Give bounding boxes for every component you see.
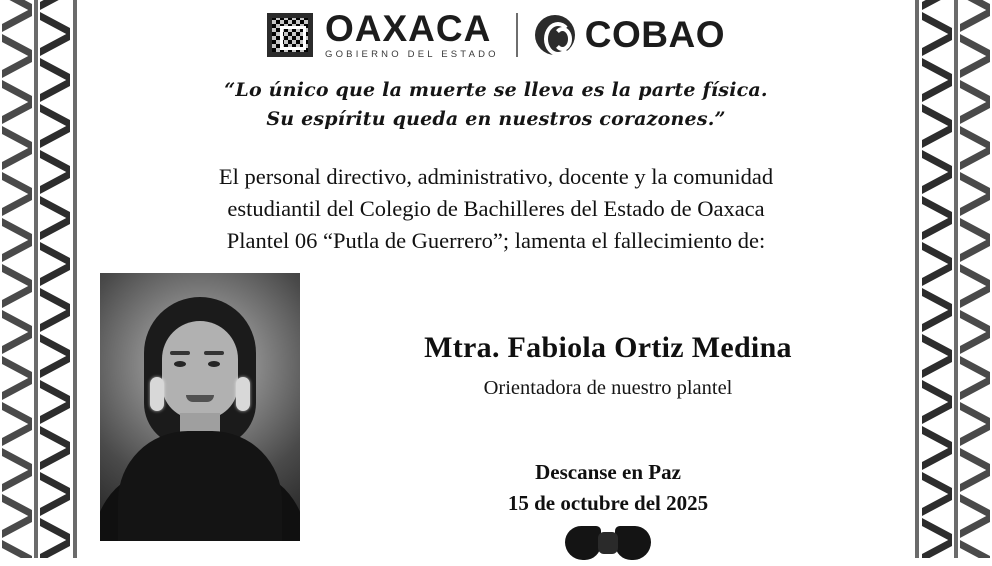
oaxaca-government-logo — [267, 10, 499, 60]
announcement-line-3: Plantel 06 “Putla de Guerrero”; lamenta el fallecimiento de: — [226, 227, 766, 253]
oaxaca-wordmark: OAXACA — [325, 8, 492, 50]
right-border-pattern — [914, 0, 992, 558]
greca-rule — [34, 0, 38, 558]
death-date: 15 de octubre del 2025 — [507, 490, 709, 515]
mourning-ribbon-icon — [565, 526, 651, 566]
greca-band-inner — [40, 0, 70, 558]
greca-band-inner — [922, 0, 952, 558]
oaxaca-subtitle: GOBIERNO DEL ESTADO — [325, 49, 499, 61]
portrait-container — [78, 273, 302, 566]
deceased-section — [78, 273, 914, 566]
quote-line-2: Su espíritu queda en nuestros corazones.” — [266, 108, 726, 131]
cobao-wordmark: COBAO — [584, 14, 725, 55]
vertical-divider-icon — [516, 13, 518, 57]
announcement-line-2: estudiantil del Colegio de Bachilleres del Estado de Oaxaca — [227, 195, 765, 221]
rest-in-peace-text: Descanse en Paz — [535, 459, 681, 484]
zapotec-grecas-glyph-icon — [267, 13, 313, 57]
deceased-role: Orientadora de nuestro plantel — [483, 376, 733, 399]
memorial-quote — [78, 76, 914, 135]
quote-line-1: “Lo único que la muerte se lleva es la parte física. — [224, 79, 768, 101]
deceased-details — [302, 273, 914, 566]
deceased-name: Mtra. Fabiola Ortiz Medina — [424, 330, 792, 364]
institution-header — [78, 0, 914, 64]
obituary-content — [78, 0, 914, 558]
cobao-logo — [535, 14, 725, 56]
portrait-photo — [100, 273, 300, 541]
greca-rule — [954, 0, 958, 558]
greca-band-outer — [960, 0, 990, 558]
cobao-double-c-icon — [535, 15, 575, 55]
announcement-paragraph — [78, 161, 914, 257]
greca-rule — [73, 0, 77, 558]
greca-rule — [915, 0, 919, 558]
greca-band-outer — [2, 0, 32, 558]
left-border-pattern — [0, 0, 78, 558]
announcement-line-1: El personal directivo, administrativo, docente y la comunidad — [218, 163, 774, 189]
